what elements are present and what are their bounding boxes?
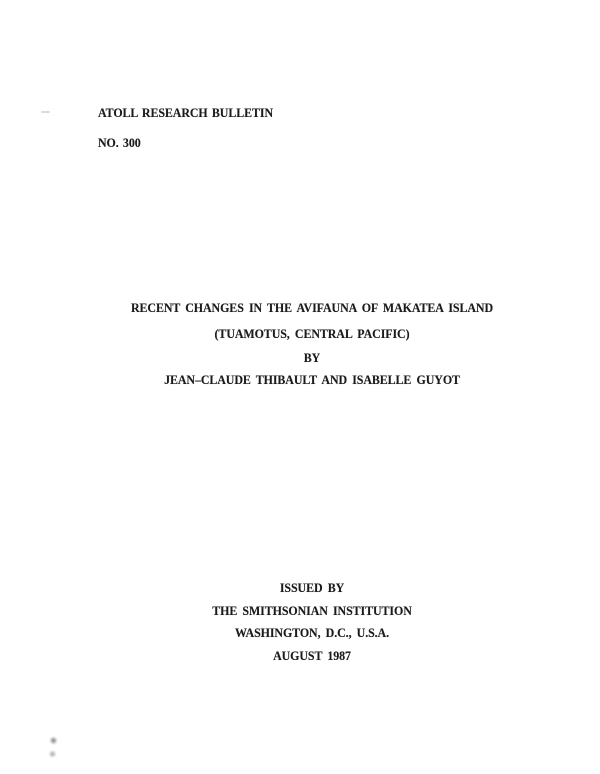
institution-line: THE SMITHSONIAN INSTITUTION <box>212 603 412 618</box>
article-title-line2: (TUAMOTUS, CENTRAL PACIFIC) <box>214 326 410 341</box>
issued-by-label: ISSUED BY <box>279 580 345 595</box>
scan-artifact-dash <box>41 111 50 113</box>
scan-artifact-speck-top <box>49 736 58 745</box>
publication-date: AUGUST 1987 <box>273 648 351 663</box>
scan-artifact-speck-bottom <box>48 750 57 758</box>
article-title-line1: RECENT CHANGES IN THE AVIFAUNA OF MAKATEA ISLAND <box>130 300 494 315</box>
location-line: WASHINGTON, D.C., U.S.A. <box>234 625 390 640</box>
authors-line: JEAN–CLAUDE THIBAULT AND ISABELLE GUYOT <box>164 372 460 387</box>
bulletin-number: NO. 300 <box>98 135 141 150</box>
by-label: BY <box>303 350 321 365</box>
bulletin-series-title: ATOLL RESEARCH BULLETIN <box>98 105 274 120</box>
